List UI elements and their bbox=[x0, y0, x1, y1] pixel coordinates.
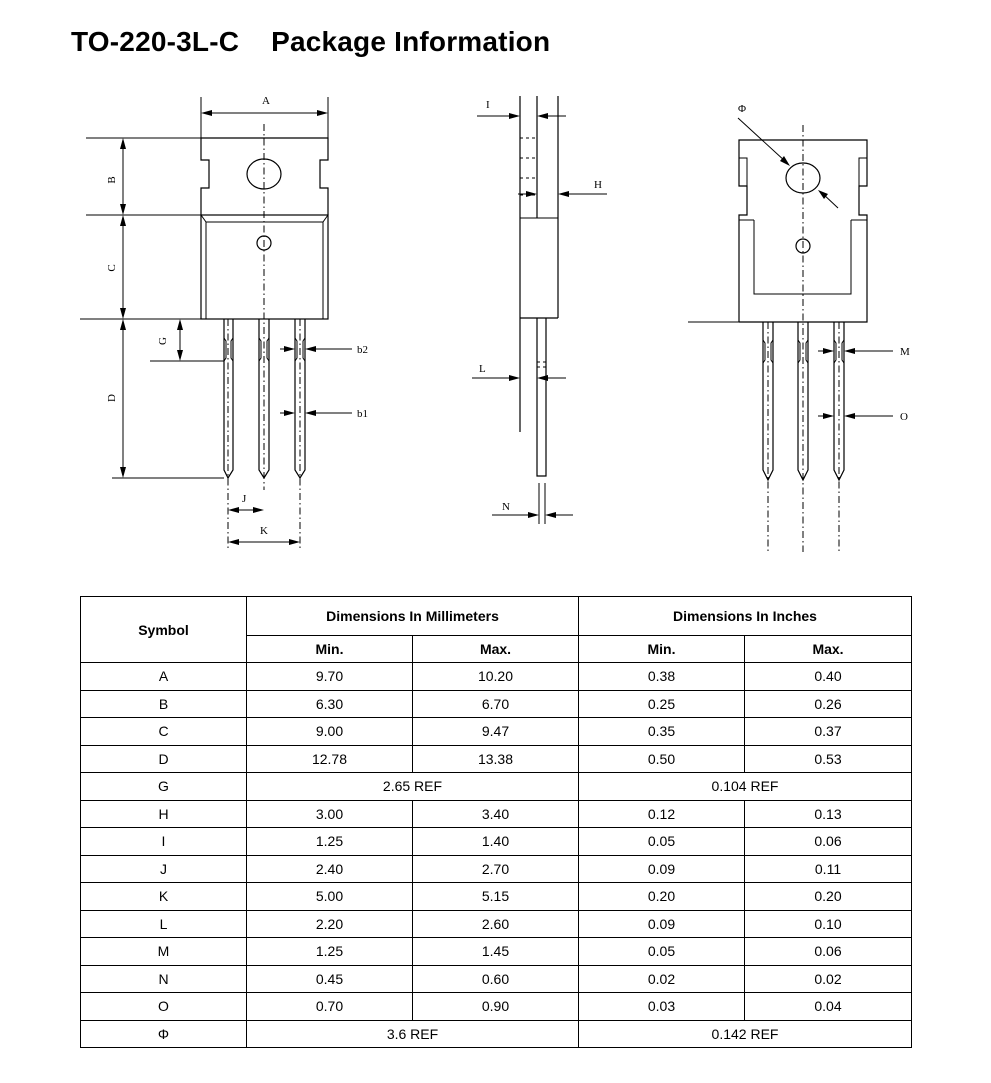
mm-min-cell: 3.00 bbox=[247, 800, 413, 828]
symbol-cell: K bbox=[81, 883, 247, 911]
dim-label-H: H bbox=[594, 179, 602, 191]
mm-max-header: Max. bbox=[413, 636, 579, 663]
symbol-cell: G bbox=[81, 773, 247, 801]
dim-label-C: C bbox=[106, 264, 118, 272]
in-max-cell: 0.04 bbox=[745, 993, 912, 1021]
inches-header: Dimensions In Inches bbox=[579, 597, 912, 636]
symbol-cell: B bbox=[81, 690, 247, 718]
in-max-header: Max. bbox=[745, 636, 912, 663]
symbol-cell: H bbox=[81, 800, 247, 828]
in-max-cell: 0.13 bbox=[745, 800, 912, 828]
dimensions-table bbox=[80, 596, 912, 1048]
mm-max-cell: 1.45 bbox=[413, 938, 579, 966]
dim-label-phi: Φ bbox=[738, 103, 747, 115]
mm-max-cell: 2.70 bbox=[413, 855, 579, 883]
in-min-cell: 0.12 bbox=[579, 800, 745, 828]
in-max-cell: 0.20 bbox=[745, 883, 912, 911]
in-min-cell: 0.09 bbox=[579, 910, 745, 938]
mm-max-cell: 13.38 bbox=[413, 745, 579, 773]
in-max-cell: 0.02 bbox=[745, 965, 912, 993]
in-min-cell: 0.09 bbox=[579, 855, 745, 883]
dim-label-O: O bbox=[900, 411, 908, 423]
table-row bbox=[81, 993, 912, 1021]
dim-label-I: I bbox=[486, 99, 490, 111]
mm-min-cell: 2.20 bbox=[247, 910, 413, 938]
mm-max-cell: 1.40 bbox=[413, 828, 579, 856]
mm-max-cell: 9.47 bbox=[413, 718, 579, 746]
mm-ref-cell: 2.65 REF bbox=[247, 773, 579, 801]
mm-header: Dimensions In Millimeters bbox=[247, 597, 579, 636]
page-title: TO-220-3L-C Package Information bbox=[71, 26, 551, 57]
back-view-drawing bbox=[688, 103, 910, 552]
table-row bbox=[81, 855, 912, 883]
table-row bbox=[81, 690, 912, 718]
in-max-cell: 0.10 bbox=[745, 910, 912, 938]
symbol-cell: M bbox=[81, 938, 247, 966]
mm-min-cell: 1.25 bbox=[247, 828, 413, 856]
table-row bbox=[81, 663, 912, 691]
in-max-cell: 0.06 bbox=[745, 828, 912, 856]
table-row bbox=[81, 773, 912, 801]
in-min-cell: 0.38 bbox=[579, 663, 745, 691]
symbol-cell: D bbox=[81, 745, 247, 773]
in-min-cell: 0.05 bbox=[579, 938, 745, 966]
mm-min-header: Min. bbox=[247, 636, 413, 663]
symbol-cell: O bbox=[81, 993, 247, 1021]
mm-max-cell: 10.20 bbox=[413, 663, 579, 691]
table-row bbox=[81, 800, 912, 828]
in-min-cell: 0.03 bbox=[579, 993, 745, 1021]
table-row bbox=[81, 910, 912, 938]
package-drawings bbox=[0, 80, 991, 560]
in-max-cell: 0.37 bbox=[745, 718, 912, 746]
table-row bbox=[81, 718, 912, 746]
table-row bbox=[81, 828, 912, 856]
in-min-cell: 0.25 bbox=[579, 690, 745, 718]
mm-min-cell: 1.25 bbox=[247, 938, 413, 966]
mm-min-cell: 9.00 bbox=[247, 718, 413, 746]
dim-label-b1: b1 bbox=[357, 408, 368, 420]
front-view-drawing bbox=[80, 95, 368, 548]
in-min-header: Min. bbox=[579, 636, 745, 663]
in-min-cell: 0.20 bbox=[579, 883, 745, 911]
mm-min-cell: 12.78 bbox=[247, 745, 413, 773]
table-row bbox=[81, 1020, 912, 1048]
in-max-cell: 0.06 bbox=[745, 938, 912, 966]
in-min-cell: 0.50 bbox=[579, 745, 745, 773]
side-view-drawing bbox=[472, 96, 607, 524]
symbol-cell: I bbox=[81, 828, 247, 856]
in-min-cell: 0.05 bbox=[579, 828, 745, 856]
mm-max-cell: 6.70 bbox=[413, 690, 579, 718]
mm-max-cell: 5.15 bbox=[413, 883, 579, 911]
dim-label-K: K bbox=[260, 525, 268, 537]
symbol-cell: L bbox=[81, 910, 247, 938]
table-row bbox=[81, 965, 912, 993]
dim-label-D: D bbox=[106, 394, 118, 402]
mm-min-cell: 6.30 bbox=[247, 690, 413, 718]
in-min-cell: 0.35 bbox=[579, 718, 745, 746]
in-ref-cell: 0.104 REF bbox=[579, 773, 912, 801]
mm-max-cell: 0.60 bbox=[413, 965, 579, 993]
dim-label-M: M bbox=[900, 346, 910, 358]
in-max-cell: 0.53 bbox=[745, 745, 912, 773]
table-row bbox=[81, 745, 912, 773]
dim-label-G: G bbox=[157, 337, 169, 345]
mm-min-cell: 9.70 bbox=[247, 663, 413, 691]
mm-min-cell: 2.40 bbox=[247, 855, 413, 883]
mm-max-cell: 3.40 bbox=[413, 800, 579, 828]
symbol-cell: A bbox=[81, 663, 247, 691]
symbol-cell: Φ bbox=[81, 1020, 247, 1048]
in-ref-cell: 0.142 REF bbox=[579, 1020, 912, 1048]
dim-label-L: L bbox=[479, 363, 486, 375]
in-max-cell: 0.40 bbox=[745, 663, 912, 691]
mm-ref-cell: 3.6 REF bbox=[247, 1020, 579, 1048]
in-max-cell: 0.26 bbox=[745, 690, 912, 718]
in-min-cell: 0.02 bbox=[579, 965, 745, 993]
dim-label-b2: b2 bbox=[357, 344, 368, 356]
mm-min-cell: 0.45 bbox=[247, 965, 413, 993]
mm-max-cell: 2.60 bbox=[413, 910, 579, 938]
dim-label-J: J bbox=[242, 493, 247, 505]
dim-label-N: N bbox=[502, 501, 510, 513]
mm-max-cell: 0.90 bbox=[413, 993, 579, 1021]
in-max-cell: 0.11 bbox=[745, 855, 912, 883]
symbol-cell: N bbox=[81, 965, 247, 993]
dim-label-A: A bbox=[262, 95, 270, 107]
mm-min-cell: 5.00 bbox=[247, 883, 413, 911]
symbol-header: Symbol bbox=[81, 597, 247, 663]
symbol-cell: C bbox=[81, 718, 247, 746]
mm-min-cell: 0.70 bbox=[247, 993, 413, 1021]
symbol-cell: J bbox=[81, 855, 247, 883]
dim-label-B: B bbox=[106, 176, 118, 184]
table-row bbox=[81, 883, 912, 911]
dimensions-table-body bbox=[81, 663, 912, 1048]
table-row bbox=[81, 938, 912, 966]
